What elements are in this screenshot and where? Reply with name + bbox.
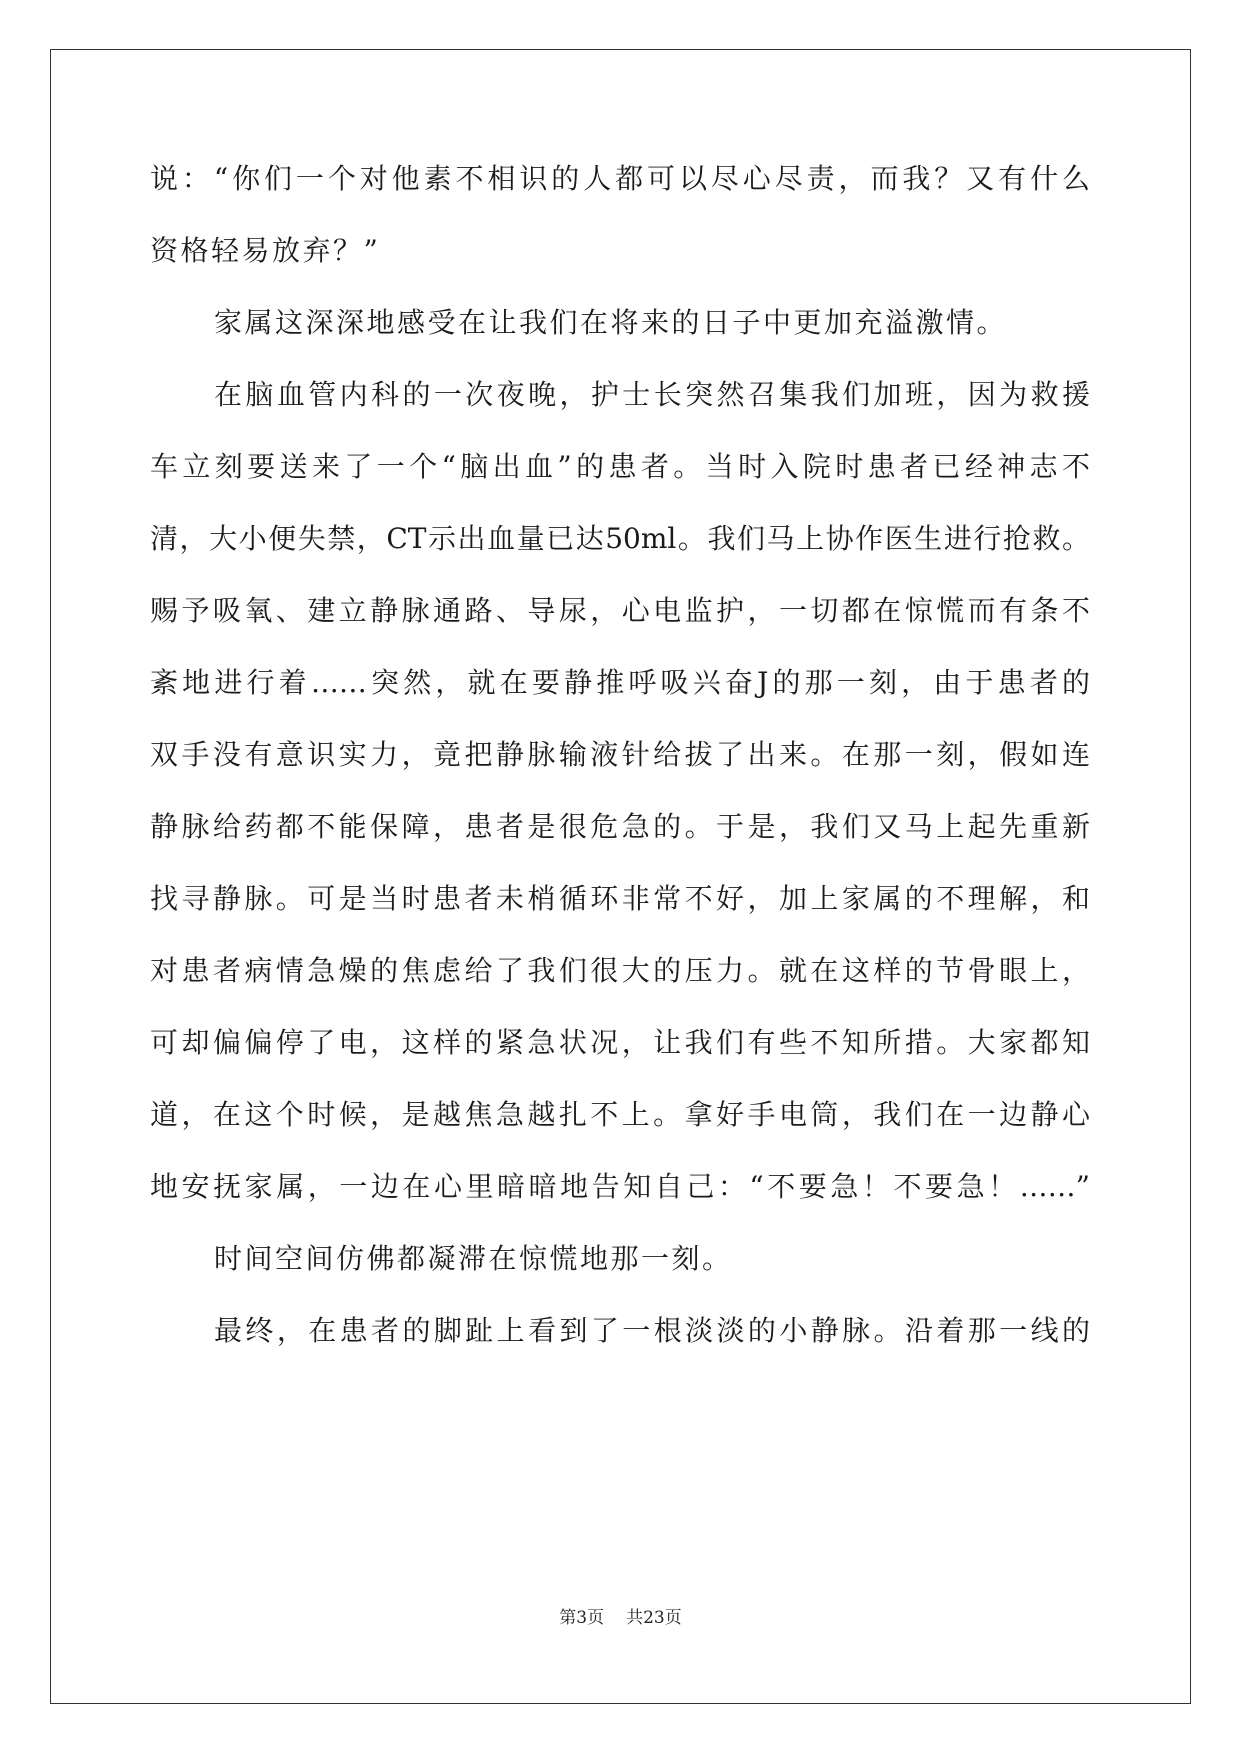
page-total: 共23页 [626,1608,682,1628]
text-line: 清，大小便失禁，CT示出血量已达50ml。我们马上协作医生进行抢救。 [150,522,1090,555]
text-line: 对患者病情急燥的焦虑给了我们很大的压力。就在这样的节骨眼上， [150,954,1090,987]
text-line: 赐予吸氧、建立静脉通路、导尿，心电监护，一切都在惊慌而有条不 [150,594,1090,627]
text-line: 找寻静脉。可是当时患者未梢循环非常不好，加上家属的不理解，和 [150,882,1090,915]
text-line: 资格轻易放弃？” [150,234,381,267]
paragraph-start-line: 家属这深深地感受在让我们在将来的日子中更加充溢激情。 [214,306,1008,339]
paragraph-start-line: 最终，在患者的脚趾上看到了一根淡淡的小静脉。沿着那一线的 [214,1314,1090,1347]
page-number: 第3页 [559,1608,605,1628]
text-line: 静脉给药都不能保障，患者是很危急的。于是，我们又马上起先重新 [150,810,1090,843]
text-line: 双手没有意识实力，竟把静脉输液针给拔了出来。在那一刻，假如连 [150,738,1090,771]
text-line: 道，在这个时候，是越焦急越扎不上。拿好手电筒，我们在一边静心 [150,1098,1090,1131]
text-line: 说：“你们一个对他素不相识的人都可以尽心尽责，而我？又有什么 [150,162,1090,195]
paragraph-start-line: 在脑血管内科的一次夜晚，护士长突然召集我们加班，因为救援 [214,378,1090,411]
paragraph-start-line: 时间空间仿佛都凝滞在惊慌地那一刻。 [214,1242,733,1275]
text-line: 车立刻要送来了一个“脑出血”的患者。当时入院时患者已经神志不 [150,450,1090,483]
text-line: 可却偏偏停了电，这样的紧急状况，让我们有些不知所措。大家都知 [150,1026,1090,1059]
page-footer [0,1606,1241,1630]
page-border [50,49,1191,1704]
text-line: 紊地进行着……突然，就在要静推呼吸兴奋J的那一刻，由于患者的 [150,666,1090,699]
text-line: 地安抚家属，一边在心里暗暗地告知自己：“不要急！不要急！……” [150,1170,1090,1203]
